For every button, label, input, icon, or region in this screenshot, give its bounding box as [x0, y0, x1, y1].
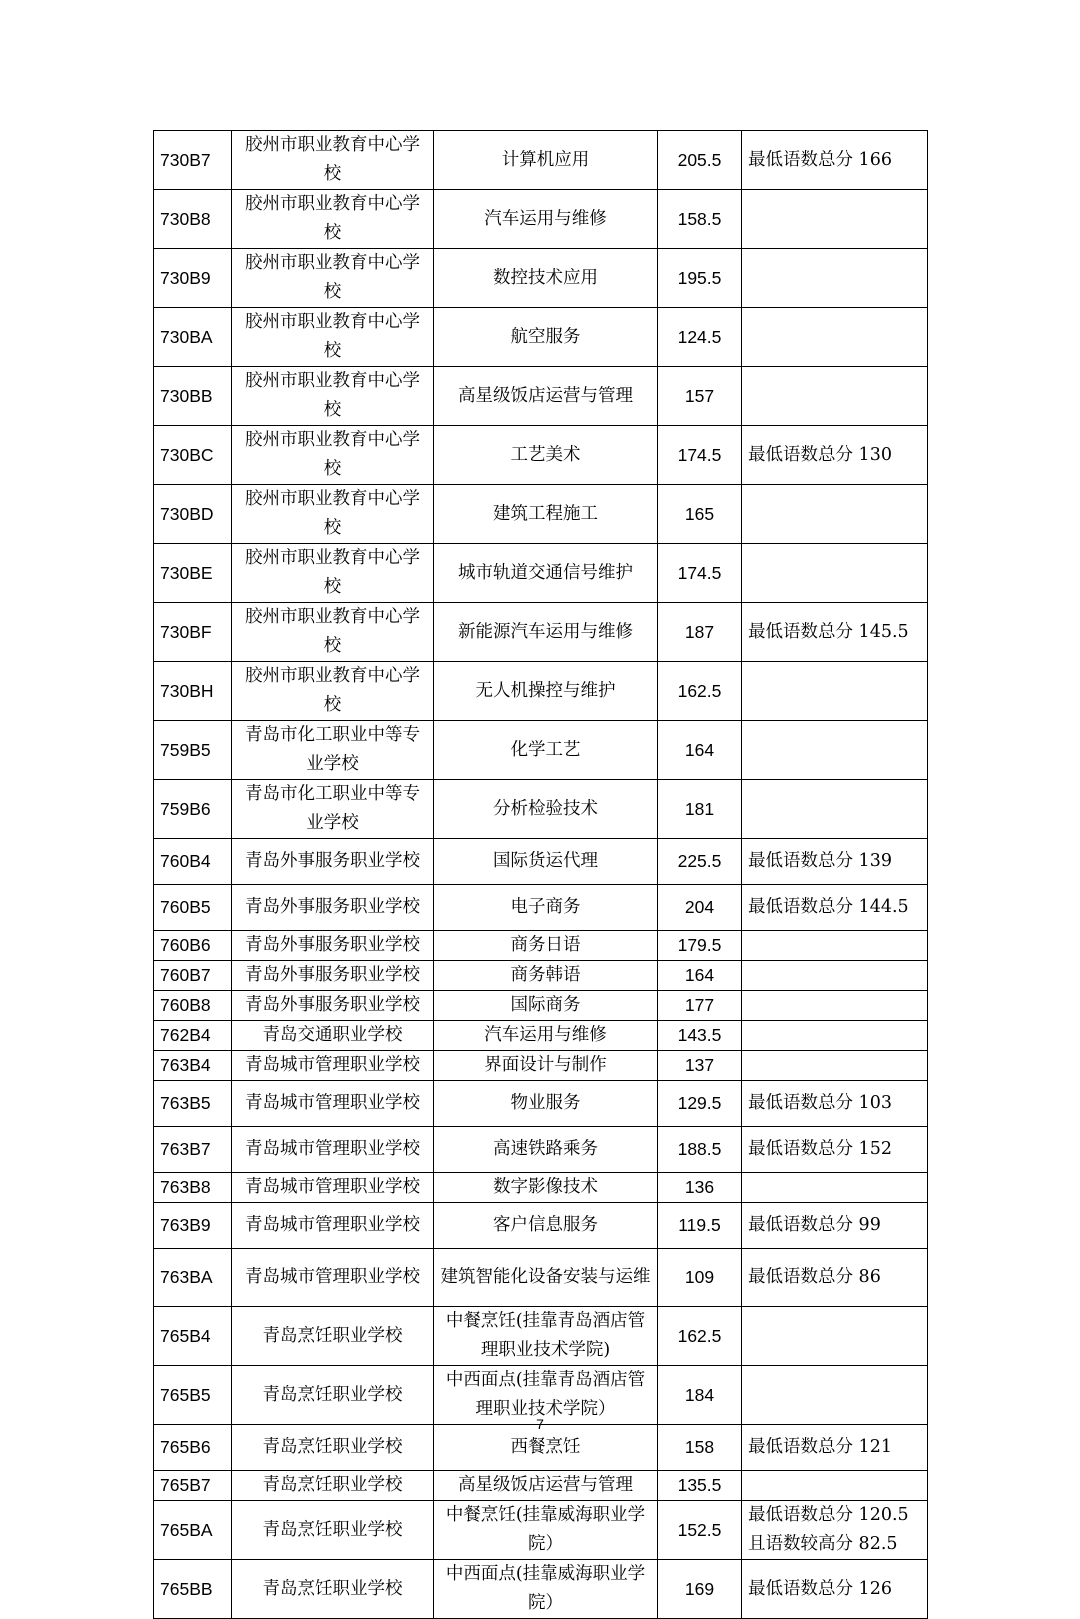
score-cell: 158 — [658, 1425, 742, 1471]
note-cell: 最低语数总分 145.5 — [742, 603, 928, 662]
note-cell: 最低语数总分 99 — [742, 1203, 928, 1249]
note-cell — [742, 780, 928, 839]
major-cell: 分析检验技术 — [434, 780, 658, 839]
score-cell: 162.5 — [658, 1307, 742, 1366]
code-cell: 759B5 — [154, 721, 232, 780]
table-row — [154, 1203, 928, 1249]
table-row — [154, 885, 928, 931]
note-cell — [742, 662, 928, 721]
table-row — [154, 1471, 928, 1501]
score-cell: 164 — [658, 721, 742, 780]
major-cell: 高星级饭店运营与管理 — [434, 367, 658, 426]
major-cell: 新能源汽车运用与维修 — [434, 603, 658, 662]
major-cell: 工艺美术 — [434, 426, 658, 485]
school-cell: 青岛外事服务职业学校 — [232, 961, 434, 991]
school-cell: 青岛城市管理职业学校 — [232, 1051, 434, 1081]
table-row — [154, 931, 928, 961]
score-cell: 177 — [658, 991, 742, 1021]
note-cell — [742, 485, 928, 544]
table-row — [154, 1501, 928, 1560]
major-cell: 西餐烹饪 — [434, 1425, 658, 1471]
score-cell: 179.5 — [658, 931, 742, 961]
major-cell: 中西面点(挂靠威海职业学院） — [434, 1560, 658, 1619]
table-row — [154, 961, 928, 991]
school-cell: 胶州市职业教育中心学校 — [232, 544, 434, 603]
score-cell: 136 — [658, 1173, 742, 1203]
code-cell: 763B9 — [154, 1203, 232, 1249]
score-cell: 188.5 — [658, 1127, 742, 1173]
major-cell: 化学工艺 — [434, 721, 658, 780]
score-cell: 181 — [658, 780, 742, 839]
code-cell: 763BA — [154, 1249, 232, 1307]
school-cell: 青岛外事服务职业学校 — [232, 885, 434, 931]
code-cell: 730BC — [154, 426, 232, 485]
note-cell — [742, 544, 928, 603]
code-cell: 730BB — [154, 367, 232, 426]
score-cell: 195.5 — [658, 249, 742, 308]
table-row — [154, 249, 928, 308]
school-cell: 胶州市职业教育中心学校 — [232, 308, 434, 367]
major-cell: 建筑智能化设备安装与运维 — [434, 1249, 658, 1307]
code-cell: 759B6 — [154, 780, 232, 839]
code-cell: 760B7 — [154, 961, 232, 991]
note-cell: 最低语数总分 130 — [742, 426, 928, 485]
score-cell: 184 — [658, 1366, 742, 1425]
school-cell: 青岛烹饪职业学校 — [232, 1471, 434, 1501]
table-row — [154, 1307, 928, 1366]
table-row — [154, 1560, 928, 1619]
school-cell: 青岛城市管理职业学校 — [232, 1173, 434, 1203]
code-cell: 730BF — [154, 603, 232, 662]
note-cell: 最低语数总分 144.5 — [742, 885, 928, 931]
school-cell: 青岛烹饪职业学校 — [232, 1501, 434, 1560]
note-cell — [742, 1021, 928, 1051]
major-cell: 建筑工程施工 — [434, 485, 658, 544]
note-cell — [742, 249, 928, 308]
major-cell: 高星级饭店运营与管理 — [434, 1471, 658, 1501]
school-cell: 胶州市职业教育中心学校 — [232, 367, 434, 426]
table-row — [154, 1249, 928, 1307]
note-cell: 最低语数总分 139 — [742, 839, 928, 885]
school-cell: 青岛城市管理职业学校 — [232, 1127, 434, 1173]
school-cell: 胶州市职业教育中心学校 — [232, 662, 434, 721]
score-cell: 164 — [658, 961, 742, 991]
code-cell: 763B4 — [154, 1051, 232, 1081]
school-cell: 青岛烹饪职业学校 — [232, 1425, 434, 1471]
school-cell: 胶州市职业教育中心学校 — [232, 603, 434, 662]
school-cell: 青岛城市管理职业学校 — [232, 1249, 434, 1307]
code-cell: 765B7 — [154, 1471, 232, 1501]
code-cell: 730BE — [154, 544, 232, 603]
table-row — [154, 839, 928, 885]
score-cell: 119.5 — [658, 1203, 742, 1249]
note-cell: 最低语数总分 120.5 且语数较高分 82.5 — [742, 1501, 928, 1560]
school-cell: 青岛烹饪职业学校 — [232, 1366, 434, 1425]
note-cell — [742, 721, 928, 780]
score-cell: 129.5 — [658, 1081, 742, 1127]
table-row — [154, 544, 928, 603]
code-cell: 730BH — [154, 662, 232, 721]
score-cell: 137 — [658, 1051, 742, 1081]
major-cell: 客户信息服务 — [434, 1203, 658, 1249]
major-cell: 国际货运代理 — [434, 839, 658, 885]
school-cell: 青岛烹饪职业学校 — [232, 1560, 434, 1619]
note-cell: 最低语数总分 86 — [742, 1249, 928, 1307]
major-cell: 电子商务 — [434, 885, 658, 931]
score-cell: 135.5 — [658, 1471, 742, 1501]
table-row — [154, 1081, 928, 1127]
school-cell: 青岛城市管理职业学校 — [232, 1081, 434, 1127]
score-cell: 157 — [658, 367, 742, 426]
note-cell: 最低语数总分 126 — [742, 1560, 928, 1619]
school-cell: 青岛外事服务职业学校 — [232, 991, 434, 1021]
table-row — [154, 1051, 928, 1081]
code-cell: 765B6 — [154, 1425, 232, 1471]
code-cell: 760B8 — [154, 991, 232, 1021]
note-cell: 最低语数总分 152 — [742, 1127, 928, 1173]
score-cell: 152.5 — [658, 1501, 742, 1560]
table-row — [154, 190, 928, 249]
major-cell: 中餐烹饪(挂靠青岛酒店管理职业技术学院) — [434, 1307, 658, 1366]
code-cell: 765B4 — [154, 1307, 232, 1366]
table-row — [154, 1127, 928, 1173]
table-row — [154, 308, 928, 367]
school-cell: 青岛市化工职业中等专业学校 — [232, 721, 434, 780]
score-cell: 158.5 — [658, 190, 742, 249]
school-cell: 胶州市职业教育中心学校 — [232, 249, 434, 308]
code-cell: 730BD — [154, 485, 232, 544]
code-cell: 730BA — [154, 308, 232, 367]
school-cell: 青岛外事服务职业学校 — [232, 839, 434, 885]
table-row — [154, 426, 928, 485]
table-row — [154, 131, 928, 190]
code-cell: 730B8 — [154, 190, 232, 249]
score-cell: 174.5 — [658, 544, 742, 603]
major-cell: 数字影像技术 — [434, 1173, 658, 1203]
major-cell: 汽车运用与维修 — [434, 190, 658, 249]
major-cell: 商务日语 — [434, 931, 658, 961]
code-cell: 730B9 — [154, 249, 232, 308]
major-cell: 数控技术应用 — [434, 249, 658, 308]
table-row — [154, 1173, 928, 1203]
note-cell — [742, 1307, 928, 1366]
score-cell: 124.5 — [658, 308, 742, 367]
major-cell: 无人机操控与维护 — [434, 662, 658, 721]
score-cell: 204 — [658, 885, 742, 931]
score-cell: 109 — [658, 1249, 742, 1307]
school-cell: 青岛市化工职业中等专业学校 — [232, 780, 434, 839]
admission-score-table — [153, 130, 928, 1619]
note-cell — [742, 1471, 928, 1501]
code-cell: 765BB — [154, 1560, 232, 1619]
school-cell: 胶州市职业教育中心学校 — [232, 131, 434, 190]
table-row — [154, 603, 928, 662]
code-cell: 760B5 — [154, 885, 232, 931]
note-cell: 最低语数总分 166 — [742, 131, 928, 190]
major-cell: 航空服务 — [434, 308, 658, 367]
major-cell: 中餐烹饪(挂靠威海职业学院） — [434, 1501, 658, 1560]
major-cell: 中西面点(挂靠青岛酒店管理职业技术学院） — [434, 1366, 658, 1425]
table-row — [154, 721, 928, 780]
major-cell: 高速铁路乘务 — [434, 1127, 658, 1173]
score-cell: 225.5 — [658, 839, 742, 885]
school-cell: 青岛交通职业学校 — [232, 1021, 434, 1051]
major-cell: 物业服务 — [434, 1081, 658, 1127]
note-cell — [742, 931, 928, 961]
school-cell: 青岛烹饪职业学校 — [232, 1307, 434, 1366]
note-cell: 最低语数总分 103 — [742, 1081, 928, 1127]
code-cell: 763B5 — [154, 1081, 232, 1127]
code-cell: 765BA — [154, 1501, 232, 1560]
school-cell: 胶州市职业教育中心学校 — [232, 190, 434, 249]
major-cell: 国际商务 — [434, 991, 658, 1021]
major-cell: 计算机应用 — [434, 131, 658, 190]
note-cell: 最低语数总分 121 — [742, 1425, 928, 1471]
score-cell: 162.5 — [658, 662, 742, 721]
score-cell: 187 — [658, 603, 742, 662]
score-cell: 165 — [658, 485, 742, 544]
score-cell: 143.5 — [658, 1021, 742, 1051]
score-cell: 169 — [658, 1560, 742, 1619]
note-cell — [742, 991, 928, 1021]
code-cell: 760B4 — [154, 839, 232, 885]
note-cell — [742, 1173, 928, 1203]
note-cell — [742, 961, 928, 991]
major-cell: 城市轨道交通信号维护 — [434, 544, 658, 603]
school-cell: 胶州市职业教育中心学校 — [232, 485, 434, 544]
note-cell — [742, 190, 928, 249]
note-cell — [742, 367, 928, 426]
school-cell: 青岛外事服务职业学校 — [232, 931, 434, 961]
major-cell: 商务韩语 — [434, 961, 658, 991]
score-cell: 174.5 — [658, 426, 742, 485]
code-cell: 765B5 — [154, 1366, 232, 1425]
note-cell — [742, 308, 928, 367]
school-cell: 青岛城市管理职业学校 — [232, 1203, 434, 1249]
school-cell: 胶州市职业教育中心学校 — [232, 426, 434, 485]
major-cell: 界面设计与制作 — [434, 1051, 658, 1081]
table-body — [154, 131, 928, 1619]
table-row — [154, 1021, 928, 1051]
table-row — [154, 485, 928, 544]
code-cell: 760B6 — [154, 931, 232, 961]
code-cell: 730B7 — [154, 131, 232, 190]
score-cell: 205.5 — [658, 131, 742, 190]
code-cell: 762B4 — [154, 1021, 232, 1051]
table-row — [154, 991, 928, 1021]
table-row — [154, 367, 928, 426]
code-cell: 763B7 — [154, 1127, 232, 1173]
note-cell — [742, 1051, 928, 1081]
table-row — [154, 780, 928, 839]
major-cell: 汽车运用与维修 — [434, 1021, 658, 1051]
page-number: 7 — [536, 1416, 544, 1432]
code-cell: 763B8 — [154, 1173, 232, 1203]
table-row — [154, 662, 928, 721]
